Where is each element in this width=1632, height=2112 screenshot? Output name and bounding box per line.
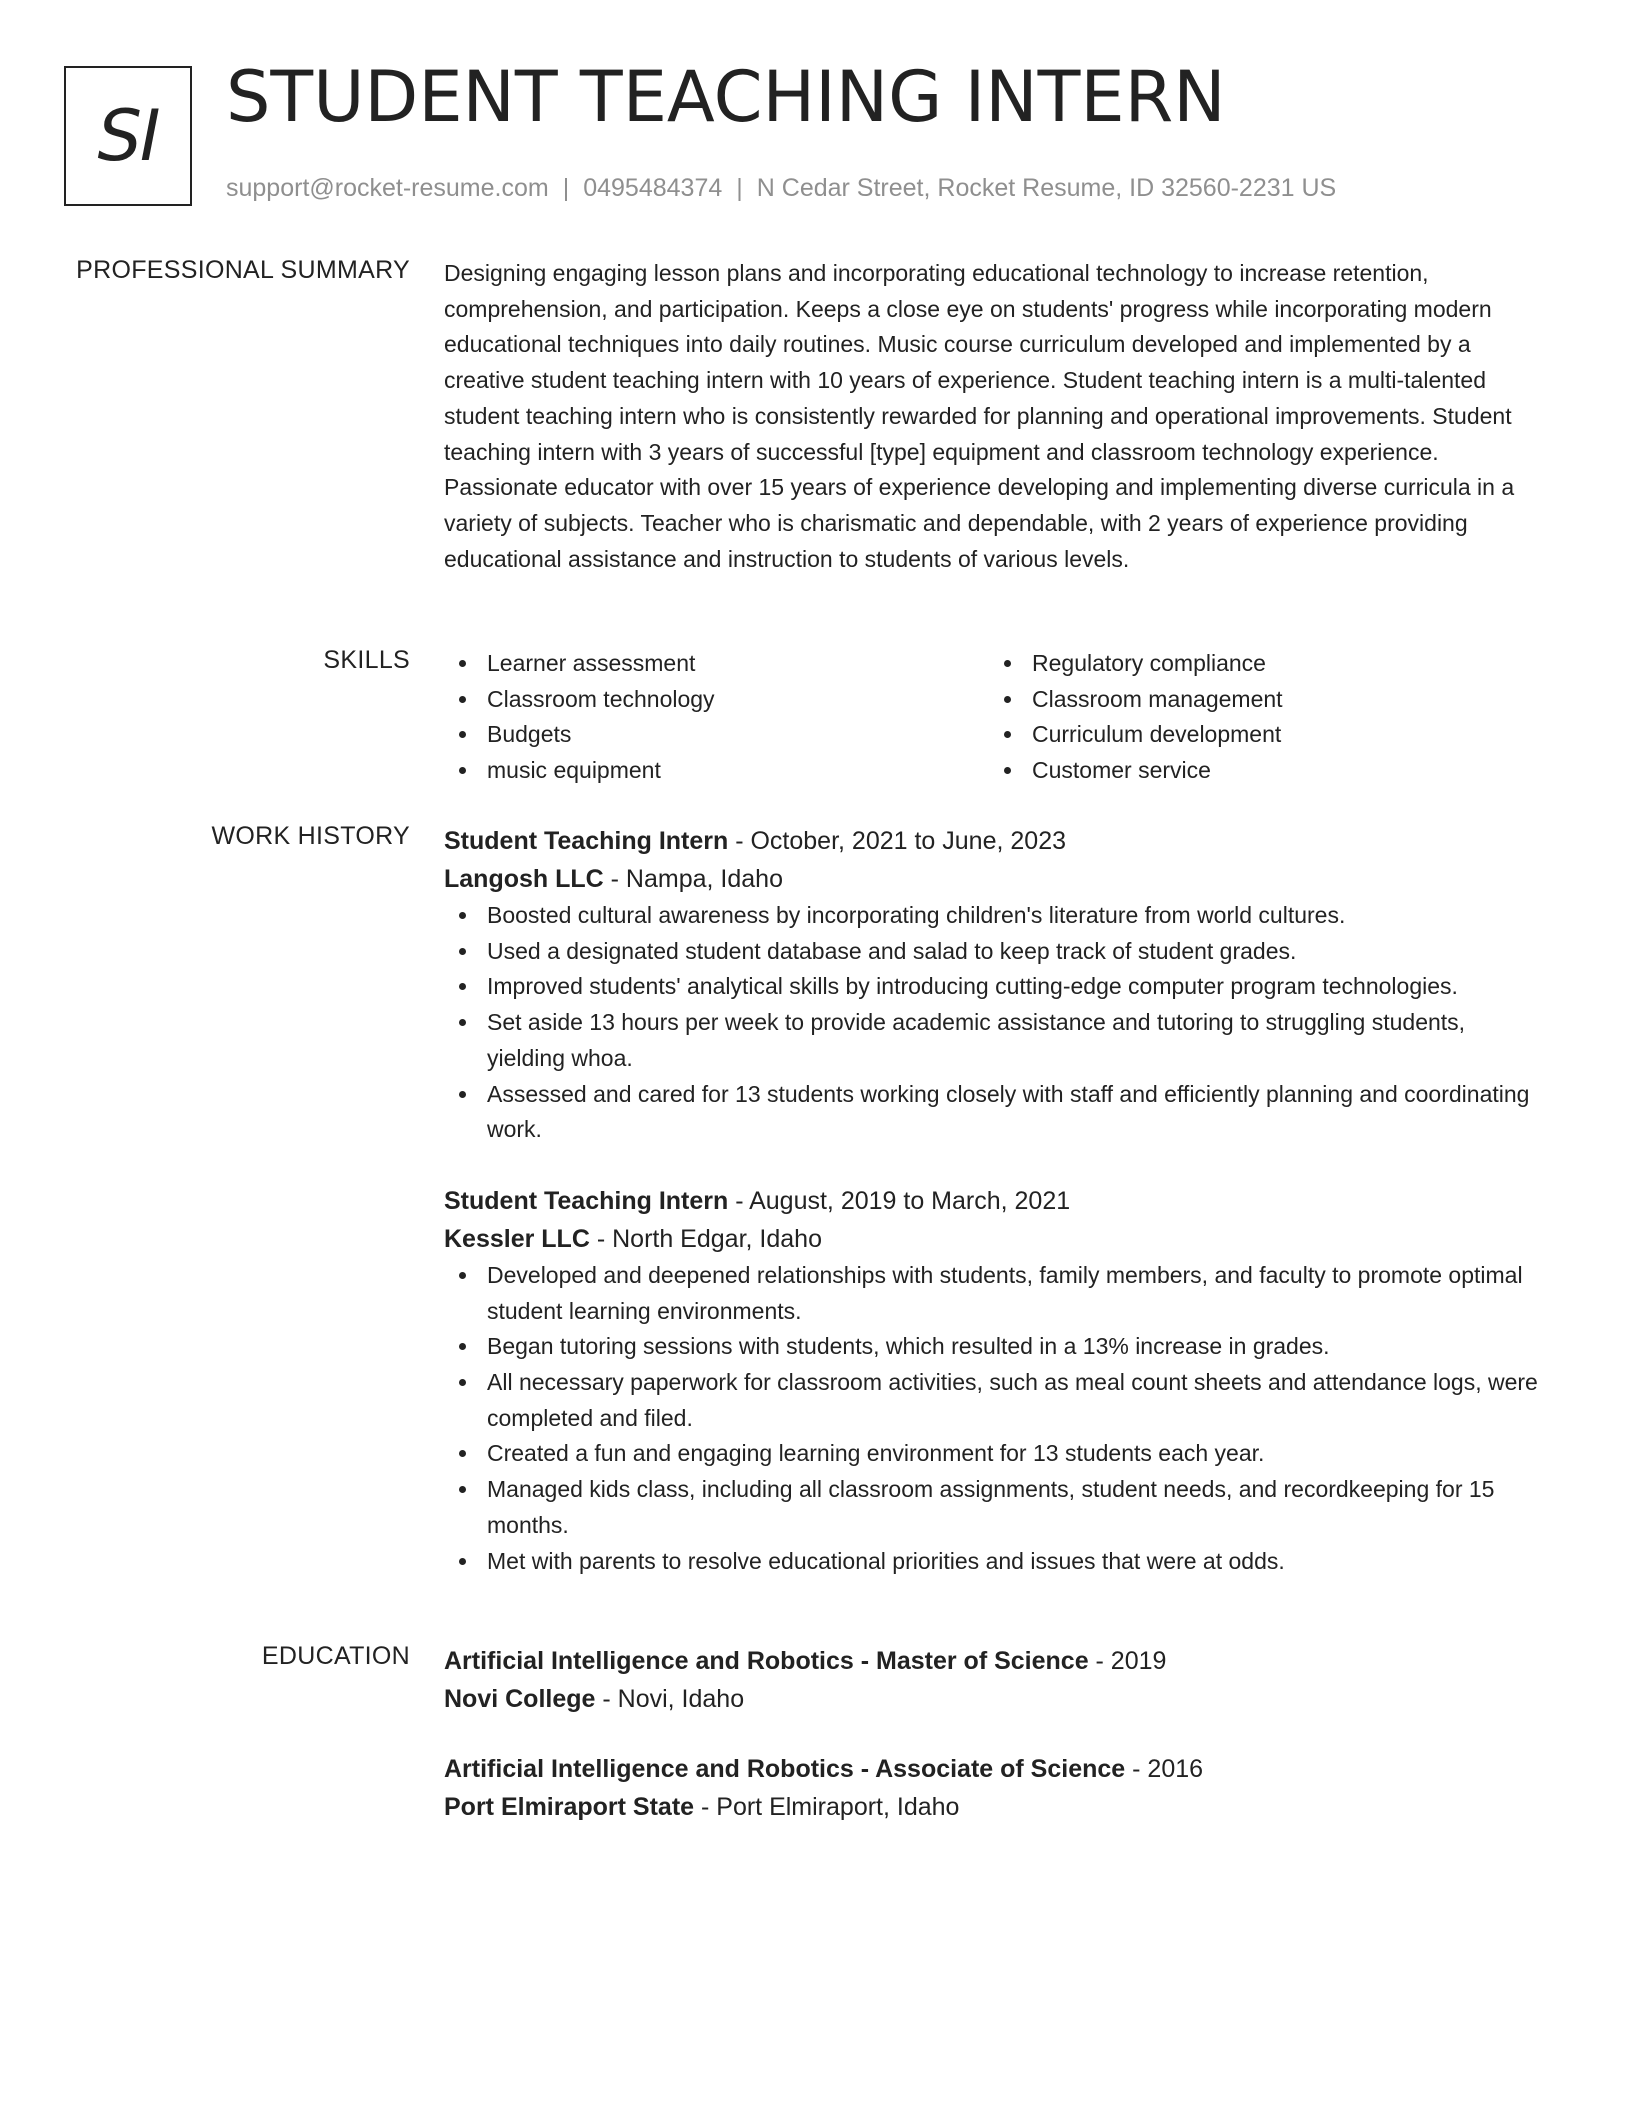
- job-bullet: Boosted cultural awareness by incorporating children's literature from world cultures.: [444, 898, 1544, 934]
- job-title: Student Teaching Intern: [444, 1186, 729, 1215]
- job-bullet: Set aside 13 hours per week to provide academic assistance and tutoring to struggling students, yielding whoa.: [444, 1005, 1544, 1076]
- skills-columns: [444, 646, 1544, 789]
- contact-email[interactable]: support@rocket-resume.com: [226, 174, 549, 202]
- job-bullet-list: [444, 898, 1544, 1148]
- education-school-line: [444, 1788, 1544, 1826]
- education-school: Novi College: [444, 1685, 596, 1713]
- job-entry: [444, 1182, 1544, 1579]
- education-location: - Novi, Idaho: [595, 1685, 745, 1713]
- section-heading-summary: PROFESSIONAL SUMMARY: [76, 256, 410, 284]
- contact-line: [226, 174, 1336, 203]
- work-history-body: [444, 822, 1544, 1579]
- job-bullet: Began tutoring sessions with students, which resulted in a 13% increase in grades.: [444, 1329, 1544, 1365]
- education-body: [444, 1642, 1544, 1826]
- skill-item: Learner assessment: [444, 646, 989, 682]
- skill-item: Budgets: [444, 717, 989, 753]
- job-title-line: [444, 822, 1544, 860]
- job-title: Student Teaching Intern: [444, 827, 729, 855]
- job-bullet: Met with parents to resolve educational priorities and issues that were at odds.: [444, 1544, 1544, 1580]
- skill-item: Regulatory compliance: [989, 646, 1534, 682]
- section-heading-education: EDUCATION: [261, 1642, 410, 1670]
- contact-phone[interactable]: 0495484374: [583, 174, 723, 202]
- section-heading-skills: SKILLS: [323, 646, 410, 674]
- job-location: - Nampa, Idaho: [603, 865, 783, 893]
- job-dates: - October, 2021 to June, 2023: [728, 827, 1066, 855]
- job-bullet: All necessary paperwork for classroom activities, such as meal count sheets and attendance logs, were completed and filed.: [444, 1365, 1544, 1436]
- contact-address: N Cedar Street, Rocket Resume, ID 32560-2231 US: [756, 174, 1337, 202]
- section-heading-work-history: WORK HISTORY: [211, 822, 410, 850]
- job-bullet: Created a fun and engaging learning environment for 13 students each year.: [444, 1436, 1544, 1472]
- education-year: - 2019: [1088, 1647, 1167, 1675]
- summary-text: Designing engaging lesson plans and incorporating educational technology to increase retention, comprehension, and participation. Keeps a close eye on students' progress while incorporating modern educational techniques into daily routines. Music course curriculum developed and implemented by a creative student teaching intern with 10 years of experience. Student teaching intern is a multi-talented student teaching intern who is consistently rewarded for planning and operational improvements. Student teaching intern with 3 years of successful [type] equipment and classroom technology experience. Passionate educator with over 15 years of experience developing and implementing diverse curricula in a variety of subjects. Teacher who is charismatic and dependable, with 2 years of experience providing educational assistance and instruction to students of various levels.: [444, 260, 1515, 572]
- monogram-badge: [64, 66, 192, 206]
- job-company: Langosh LLC: [444, 865, 604, 893]
- education-year: - 2016: [1125, 1755, 1204, 1783]
- job-company-line: [444, 1220, 1544, 1258]
- job-bullet: Improved students' analytical skills by introducing cutting-edge computer program technologies.: [444, 969, 1544, 1005]
- job-company: Kessler LLC: [444, 1224, 590, 1253]
- contact-separator: |: [736, 174, 743, 202]
- education-location: - Port Elmiraport, Idaho: [694, 1793, 960, 1821]
- resume-title: STUDENT TEACHING INTERN: [226, 56, 1226, 138]
- monogram-initials: SI: [97, 95, 159, 177]
- job-bullet: Managed kids class, including all classroom assignments, student needs, and recordkeeping for 15 months.: [444, 1472, 1544, 1543]
- job-bullet-list: [444, 1258, 1544, 1579]
- job-bullet: Assessed and cared for 13 students working closely with staff and efficiently planning and coordinating work.: [444, 1077, 1544, 1148]
- skill-item: Customer service: [989, 753, 1534, 789]
- education-degree: Artificial Intelligence and Robotics - Associate of Science: [444, 1755, 1126, 1783]
- job-entry: [444, 822, 1544, 1148]
- skills-list-left: [444, 646, 989, 789]
- contact-separator: |: [562, 174, 570, 202]
- skill-item: Classroom management: [989, 682, 1534, 718]
- education-degree-line: [444, 1642, 1544, 1680]
- education-degree-line: [444, 1750, 1544, 1788]
- skills-list-right: [989, 646, 1534, 789]
- skill-item: Curriculum development: [989, 717, 1534, 753]
- job-title-line: [444, 1182, 1544, 1220]
- education-entry: [444, 1750, 1544, 1826]
- skill-item: music equipment: [444, 753, 989, 789]
- job-location: - North Edgar, Idaho: [589, 1224, 822, 1253]
- skills-body: [444, 646, 1544, 789]
- education-school: Port Elmiraport State: [444, 1793, 695, 1821]
- skill-item: Classroom technology: [444, 682, 989, 718]
- summary-body: [444, 256, 1544, 577]
- job-company-line: [444, 860, 1544, 898]
- job-dates: - August, 2019 to March, 2021: [728, 1186, 1071, 1215]
- education-school-line: [444, 1680, 1544, 1718]
- job-bullet: Used a designated student database and salad to keep track of student grades.: [444, 934, 1544, 970]
- education-entry: [444, 1642, 1544, 1718]
- education-degree: Artificial Intelligence and Robotics - Master of Science: [444, 1647, 1089, 1675]
- job-bullet: Developed and deepened relationships with students, family members, and faculty to promote optimal student learning environments.: [444, 1258, 1544, 1329]
